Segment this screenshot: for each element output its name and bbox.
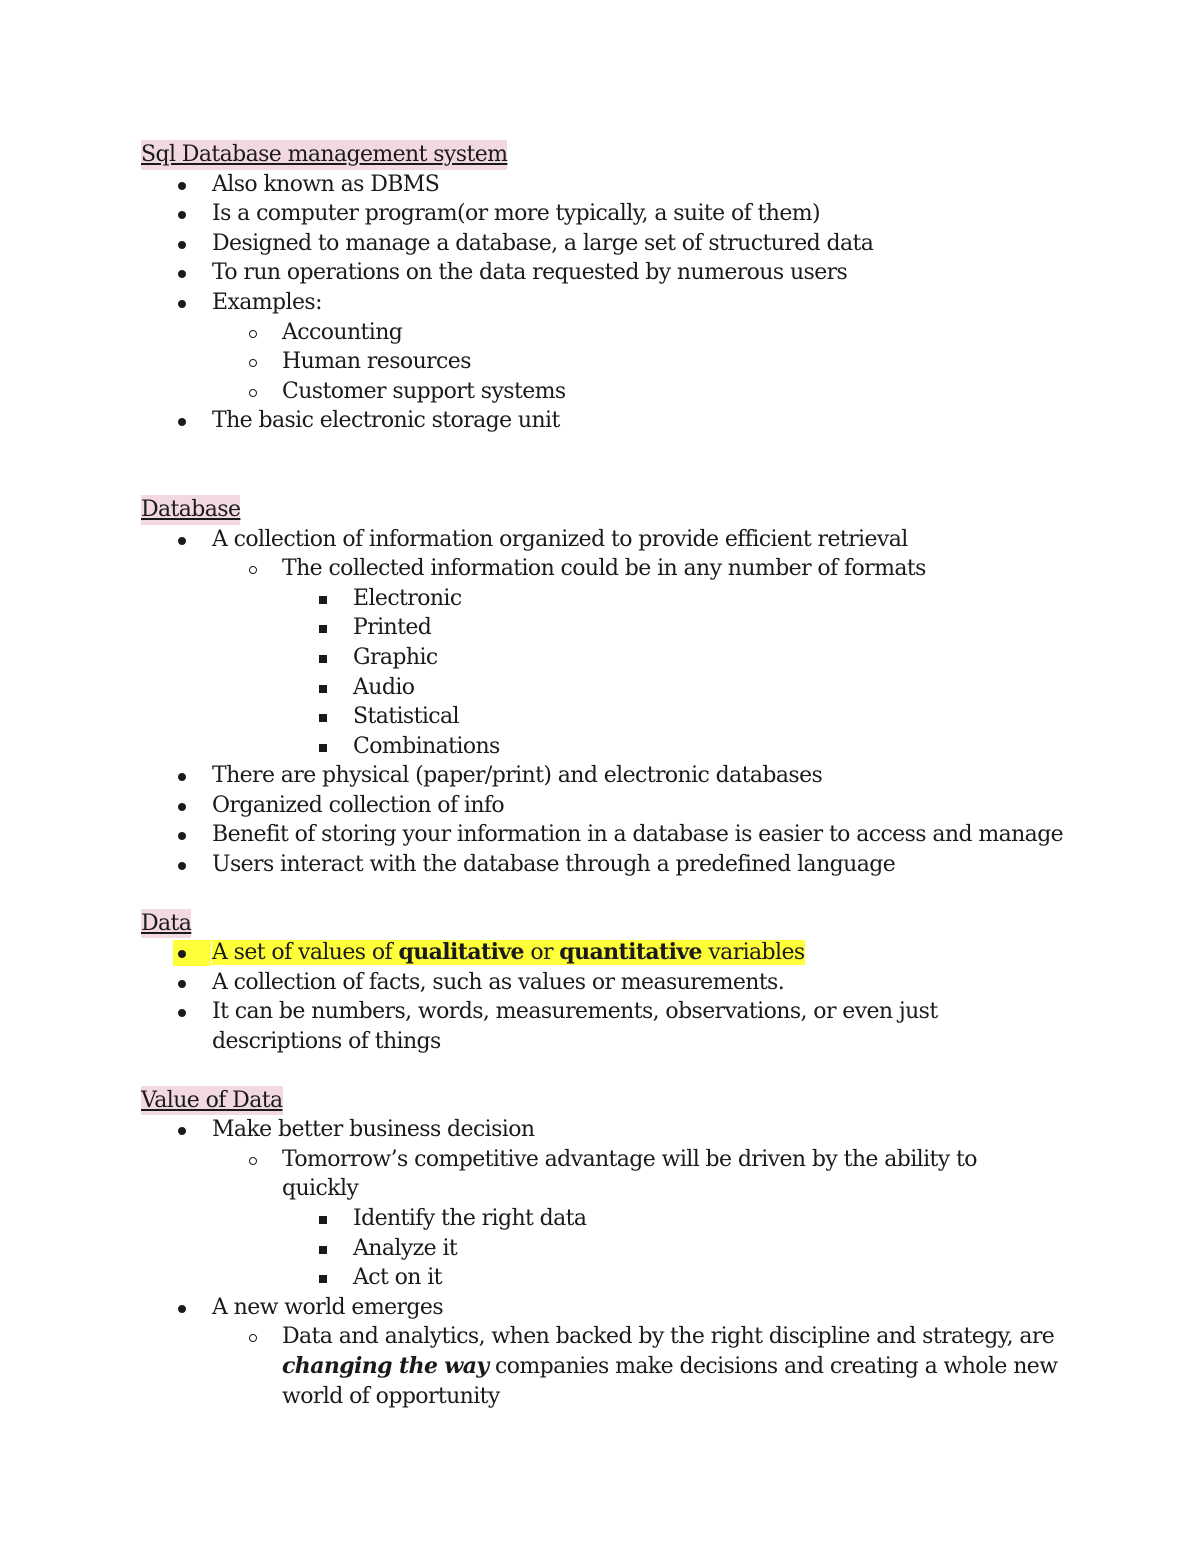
list-item: [141, 997, 1101, 1027]
list-item: [141, 1234, 1101, 1264]
list-item-text: The collected information could be in any number of formats: [282, 556, 926, 582]
list-item-text: A collection of information organized to provide efficient retrieval: [212, 526, 908, 552]
list-item-text: There are physical (paper/print) and electronic databases: [212, 763, 823, 789]
list-item-continuation: [141, 1027, 1101, 1057]
list-item: [141, 761, 1101, 791]
list-item-text: Graphic: [353, 644, 438, 670]
list-item-text: Tomorrow’s competitive advantage will be driven by the ability to: [282, 1146, 977, 1172]
list-item: [141, 968, 1101, 998]
list-item-text: Examples:: [212, 289, 322, 315]
list-item-text: world of opportunity: [282, 1383, 500, 1409]
list-item-text: Printed: [353, 615, 432, 641]
list-item-text: Human resources: [282, 349, 471, 375]
bold-term-qualitative: qualitative: [398, 939, 524, 966]
list-item: [141, 1204, 1101, 1234]
list-item-text: Customer support systems: [282, 378, 566, 404]
list-item-text: Statistical: [353, 704, 459, 730]
list-item: [141, 229, 1101, 259]
emphasis-text: changing the way: [282, 1352, 489, 1379]
list-item-text: Analyze it: [353, 1235, 458, 1261]
section-heading-value-of-data: Value of Data: [141, 1086, 283, 1116]
list-item: [141, 288, 1101, 318]
list-item: [141, 1263, 1101, 1293]
list-item: [141, 850, 1101, 880]
text-run: variables: [701, 940, 805, 966]
list-item-text: Also known as DBMS: [212, 171, 440, 197]
list-item: [141, 199, 1101, 229]
list-item: [141, 732, 1101, 762]
list-item: [141, 318, 1101, 348]
section-heading-database: Database: [141, 495, 240, 525]
section-heading-dbms: Sql Database management system: [141, 140, 507, 170]
list-item-text: Electronic: [353, 585, 462, 611]
list-item-text: Identify the right data: [353, 1206, 587, 1231]
list-item: [141, 170, 1101, 200]
text-run: or: [523, 940, 560, 966]
section-heading-data: Data: [141, 909, 191, 939]
list-item-text: Combinations: [353, 733, 500, 759]
section-heading-line: [141, 140, 1101, 170]
list-item: [141, 613, 1101, 643]
list-item-text: Benefit of storing your information in a database is easier to access and manage: [212, 822, 1064, 848]
list-item: [141, 820, 1101, 850]
list-item-text: Make better business decision: [212, 1117, 535, 1143]
list-item: [141, 1322, 1101, 1352]
list-item-text: companies make decisions and creating a whole new: [488, 1353, 1058, 1379]
list-item: [141, 377, 1101, 407]
list-item: [141, 1145, 1101, 1175]
list-item: [141, 643, 1101, 673]
list-item-text: The basic electronic storage unit: [212, 408, 560, 434]
list-item-text: To run operations on the data requested by numerous users: [212, 260, 848, 286]
list-item-text: Organized collection of info: [212, 792, 505, 818]
list-item-text: quickly: [282, 1176, 359, 1202]
list-item-text: descriptions of things: [212, 1029, 441, 1055]
list-item-text: A new world emerges: [212, 1294, 444, 1320]
bold-term-quantitative: quantitative: [559, 939, 702, 966]
list-item-continuation: [141, 1382, 1101, 1412]
list-item-text: Is a computer program(or more typically, a suite of them): [212, 201, 821, 227]
list-item: [141, 347, 1101, 377]
list-item: [141, 702, 1101, 732]
list-item-text: Data and analytics, when backed by the right discipline and strategy, are: [282, 1324, 1055, 1350]
list-item-continuation: [141, 1174, 1101, 1204]
section-heading-line: [141, 495, 1101, 525]
list-item-text: Act on it: [353, 1265, 442, 1291]
document-page: [141, 140, 1101, 1411]
list-item: [141, 554, 1101, 584]
list-item-text: It can be numbers, words, measurements, observations, or even just: [212, 999, 938, 1025]
list-item-text: Designed to manage a database, a large set of structured data: [212, 230, 874, 256]
list-item: [141, 673, 1101, 703]
section-heading-line: [141, 1086, 1101, 1116]
list-item-text: Users interact with the database through a predefined language: [212, 852, 896, 878]
list-item: [141, 258, 1101, 288]
section-heading-line: [141, 909, 1101, 939]
text-run: A set of values of: [212, 940, 399, 966]
list-item: [141, 406, 1101, 436]
list-item: [141, 1115, 1101, 1145]
list-item-text: A collection of facts, such as values or measurements.: [212, 969, 785, 995]
list-item: [141, 791, 1101, 821]
list-item-text: Audio: [353, 674, 415, 700]
list-item: [141, 525, 1101, 555]
list-item-highlighted: [141, 938, 1101, 968]
list-item: [141, 1293, 1101, 1323]
list-item: [141, 584, 1101, 614]
list-item-continuation: [141, 1352, 1101, 1382]
list-item-text: [212, 940, 805, 965]
list-item-text: Accounting: [282, 319, 403, 345]
